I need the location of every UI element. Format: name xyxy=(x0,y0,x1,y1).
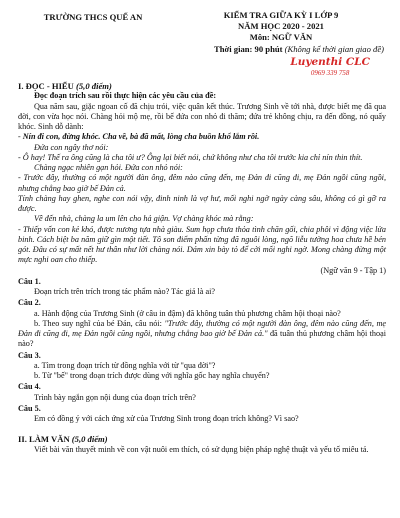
section-1-points: (5,0 điểm) xyxy=(76,80,112,91)
question-2b-pre: b. Theo suy nghĩ của bé Đản, câu nói: xyxy=(34,318,165,328)
watermark-name: Luyenthi CLC xyxy=(290,56,370,68)
passage-paragraph-3: Đứa con ngây thơ nói: xyxy=(34,142,109,152)
watermark-phone: 0969 339 758 xyxy=(310,69,350,78)
question-3b-text: b. Từ "bế" trong đoạn trích được dùng với nghĩa gốc hay nghĩa chuyển? xyxy=(34,371,270,381)
question-5-text: Em có đồng ý với cách ứng xử của Trương Sinh trong đoạn trích không? Vì sao? xyxy=(34,414,299,424)
passage-paragraph-1: Qua năm sau, giặc ngoan cố đã chịu trói, việc quân kết thúc. Trương Sinh về tới nhà, được biết mẹ đã qua đời, con vừa học nói. Chàng hỏi mộ mẹ, rồi bế đứa con nhỏ đi thăm; đứa trẻ không chịu, ra đến đồng, nó quấy khóc. Sinh dỗ dành: xyxy=(18,101,386,132)
exam-header xyxy=(18,10,386,55)
passage-paragraph-9: - Thiếp vốn con kẻ khó, được nương tựa nhà giàu. Sum họp chưa thỏa tình chăn gối, chia phôi vì động việc lửa binh. Cách biệt ba năm giữ gìn một tiết. Tô son điểm phấn từng đã nguôi lòng, ngõ liễu tường hoa chưa hề bén gót. Đâu có sự mất nết hư thân như lời chàng nói. Dám xin bày tỏ để cởi mối nghi ngờ. Mong chàng đừng một mực nghi oan cho thiếp. xyxy=(18,224,386,265)
writing-question-text: Viết bài văn thuyết minh về con vật nuôi em thích, có sử dụng biện pháp nghệ thuật và yếu tố miêu tả. xyxy=(34,445,369,455)
question-5-label: Câu 5. xyxy=(18,403,41,413)
passage-paragraph-5: Chàng ngạc nhiên gạn hỏi. Đứa con nhỏ nói: xyxy=(34,163,183,173)
exam-time xyxy=(176,44,386,55)
exam-info xyxy=(176,10,386,55)
exam-title: KIỂM TRA GIỮA KỲ I LỚP 9 xyxy=(223,10,339,20)
passage-source: (Ngữ văn 9 - Tập 1) xyxy=(320,265,386,275)
section-1-heading: I. ĐỌC - HIỂU xyxy=(18,80,77,91)
section-2-title xyxy=(18,434,386,445)
passage-paragraph-7: Tính chàng hay ghen, nghe con nói vậy, đinh ninh là vợ hư, mối nghi ngờ ngày càng sâu, không có gì gỡ ra được. xyxy=(18,193,386,214)
passage-paragraph-8: Về đến nhà, chàng la um lên cho hả giận. Vợ chàng khóc mà rằng: xyxy=(34,214,254,224)
question-2b-quote: "Trước đây, thường có một người đàn ông, đêm nào cũng đến, mẹ Đản đi cũng đi, mẹ Đản ngồi cũng ngồi, nhưng chẳng bao giờ bế Đản cả." xyxy=(18,318,387,339)
school-name: TRƯỜNG THCS QUẾ AN xyxy=(43,12,143,22)
section-2-heading: II. LÀM VĂN xyxy=(18,434,72,445)
passage-bold-sentence: - Nín đi con, đừng khóc. Cha về, bà đã mất, lòng cha buồn khổ lắm rồi. xyxy=(18,132,260,142)
question-4-text: Trình bày ngắn gọn nội dung của đoạn trích trên? xyxy=(34,392,196,402)
question-4-label: Câu 4. xyxy=(18,382,41,392)
passage-paragraph-6: - Trước đây, thường có một người đàn ông, đêm nào cũng đến, mẹ Đản đi cũng đi, mẹ Đản ngồi cũng ngồi, nhưng chẳng bao giờ bế Đản cả. xyxy=(18,173,386,193)
school-year: NĂM HỌC 2020 - 2021 xyxy=(238,21,324,32)
question-2-label: Câu 2. xyxy=(18,298,41,308)
question-1-label: Câu 1. xyxy=(18,276,41,286)
question-1-text: Đoạn trích trên trích trong tác phẩm nào? Tác giả là ai? xyxy=(34,287,216,297)
reading-instruction: Đọc đoạn trích sau rồi thực hiện các yêu cầu của đề: xyxy=(34,91,217,101)
passage-paragraph-4: - Ô hay! Thế ra ông cũng là cha tôi ư? Ông lại biết nói, chứ không như cha tôi trước kia chỉ nín thin thít. xyxy=(18,152,363,162)
question-2b-text xyxy=(18,319,386,350)
question-2a-text: a. Hành động của Trương Sinh (ở câu in đậm) đã không tuân thủ phương châm hội thoại nào? xyxy=(34,308,341,318)
section-2-points: (5,0 điểm) xyxy=(71,434,108,445)
question-3-label: Câu 3. xyxy=(18,350,41,360)
subject: Môn: NGỮ VĂN xyxy=(249,32,313,43)
section-1-title xyxy=(18,81,386,92)
watermark xyxy=(290,56,370,78)
time-note: (Không kể thời gian giao đề) xyxy=(284,43,384,54)
question-3a-text: a. Tìm trong đoạn trích từ đồng nghĩa với từ "qua đời"? xyxy=(34,360,216,370)
time-label: Thời gian: 90 phút xyxy=(213,43,283,54)
question-2b-post: đã tuân thủ phương châm hội thoại nào? xyxy=(18,329,386,349)
